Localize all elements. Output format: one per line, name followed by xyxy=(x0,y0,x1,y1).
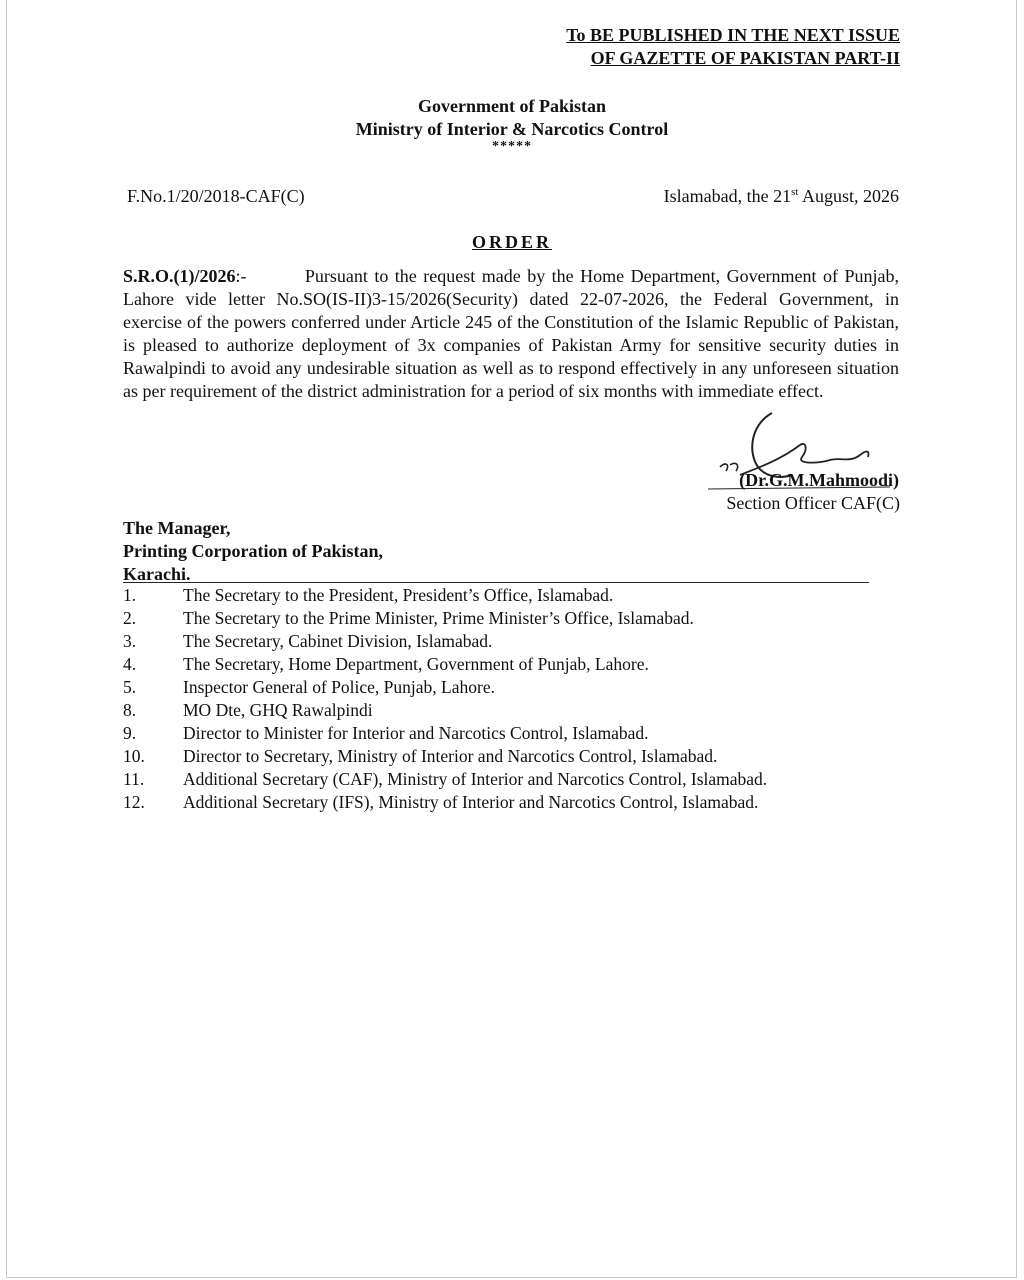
list-text: Director to Secretary, Ministry of Interior and Narcotics Control, Islamabad. xyxy=(183,746,718,766)
gazette-notice xyxy=(566,24,900,70)
list-item xyxy=(123,745,903,768)
divider-line xyxy=(123,582,869,583)
list-text: The Secretary, Cabinet Division, Islamabad. xyxy=(183,631,493,651)
list-number: 8. xyxy=(123,700,137,720)
list-number: 9. xyxy=(123,723,137,743)
header-separator: ***** xyxy=(492,139,532,154)
signatory-title: Section Officer CAF(C) xyxy=(726,493,900,513)
signatory-name: (Dr.G.M.Mahmoodi) xyxy=(739,470,899,490)
letterhead xyxy=(0,95,1024,141)
list-number: 1. xyxy=(123,585,137,605)
list-item xyxy=(123,722,903,745)
list-number: 3. xyxy=(123,631,137,651)
order-body xyxy=(123,265,899,403)
list-number: 10. xyxy=(123,746,145,766)
gazette-line-1: To BE PUBLISHED IN THE NEXT ISSUE xyxy=(566,25,900,45)
addressee-line-3: Karachi. xyxy=(123,564,191,584)
date-suffix: August, 2026 xyxy=(798,186,899,206)
list-number: 5. xyxy=(123,677,137,697)
list-item xyxy=(123,653,903,676)
issue-date xyxy=(664,186,899,207)
list-number: 11. xyxy=(123,769,145,789)
list-text: The Secretary to the President, President’s Office, Islamabad. xyxy=(183,585,614,605)
list-text: Director to Minister for Interior and Narcotics Control, Islamabad. xyxy=(183,723,649,743)
date-ordinal: st xyxy=(791,186,799,198)
sro-suffix: :- xyxy=(235,266,247,286)
list-number: 2. xyxy=(123,608,137,628)
list-item xyxy=(123,768,903,791)
list-number: 4. xyxy=(123,654,137,674)
list-number: 12. xyxy=(123,792,145,812)
gazette-line-2: OF GAZETTE OF PAKISTAN PART-II xyxy=(590,48,900,68)
date-prefix: Islamabad, the 21 xyxy=(663,186,792,206)
list-item xyxy=(123,584,903,607)
list-item xyxy=(123,791,903,814)
list-text: The Secretary to the Prime Minister, Prime Minister’s Office, Islamabad. xyxy=(183,608,694,628)
order-title: ORDER xyxy=(471,232,552,252)
list-item xyxy=(123,699,903,722)
ministry-name: Ministry of Interior & Narcotics Control xyxy=(355,119,669,139)
addressee xyxy=(123,517,383,586)
list-text: Inspector General of Police, Punjab, Lahore. xyxy=(183,677,495,697)
file-number: F.No.1/20/2018-CAF(C) xyxy=(127,186,305,206)
addressee-line-1: The Manager, xyxy=(123,518,231,538)
distribution-list xyxy=(123,584,903,814)
addressee-line-2: Printing Corporation of Pakistan, xyxy=(123,541,384,561)
sro-number: S.R.O.(1)/2026 xyxy=(123,266,236,286)
list-item xyxy=(123,676,903,699)
list-item xyxy=(123,630,903,653)
order-text: Pursuant to the request made by the Home Department, Government of Punjab, Lahore vide letter No.SO(IS-II)3-15/2026(Security) dated 22-07-2026, the Federal Government, in exercise of the powers conferred under Article 245 of the Constitution of the Islamic Republic of Pakistan, is pleased to authorize deployment of 3x companies of Pakistan Army for sensitive security duties in Rawalpindi to avoid any undesirable situation as well as to respond effectively in any unforeseen situation as per requirement of the district administration for a period of six months with immediate effect. xyxy=(123,266,899,401)
list-text: Additional Secretary (IFS), Ministry of Interior and Narcotics Control, Islamabad. xyxy=(183,792,759,812)
list-text: The Secretary, Home Department, Government of Punjab, Lahore. xyxy=(183,654,649,674)
government-name: Government of Pakistan xyxy=(418,96,606,116)
list-item xyxy=(123,607,903,630)
list-text: MO Dte, GHQ Rawalpindi xyxy=(183,700,373,720)
list-text: Additional Secretary (CAF), Ministry of Interior and Narcotics Control, Islamabad. xyxy=(183,769,768,789)
